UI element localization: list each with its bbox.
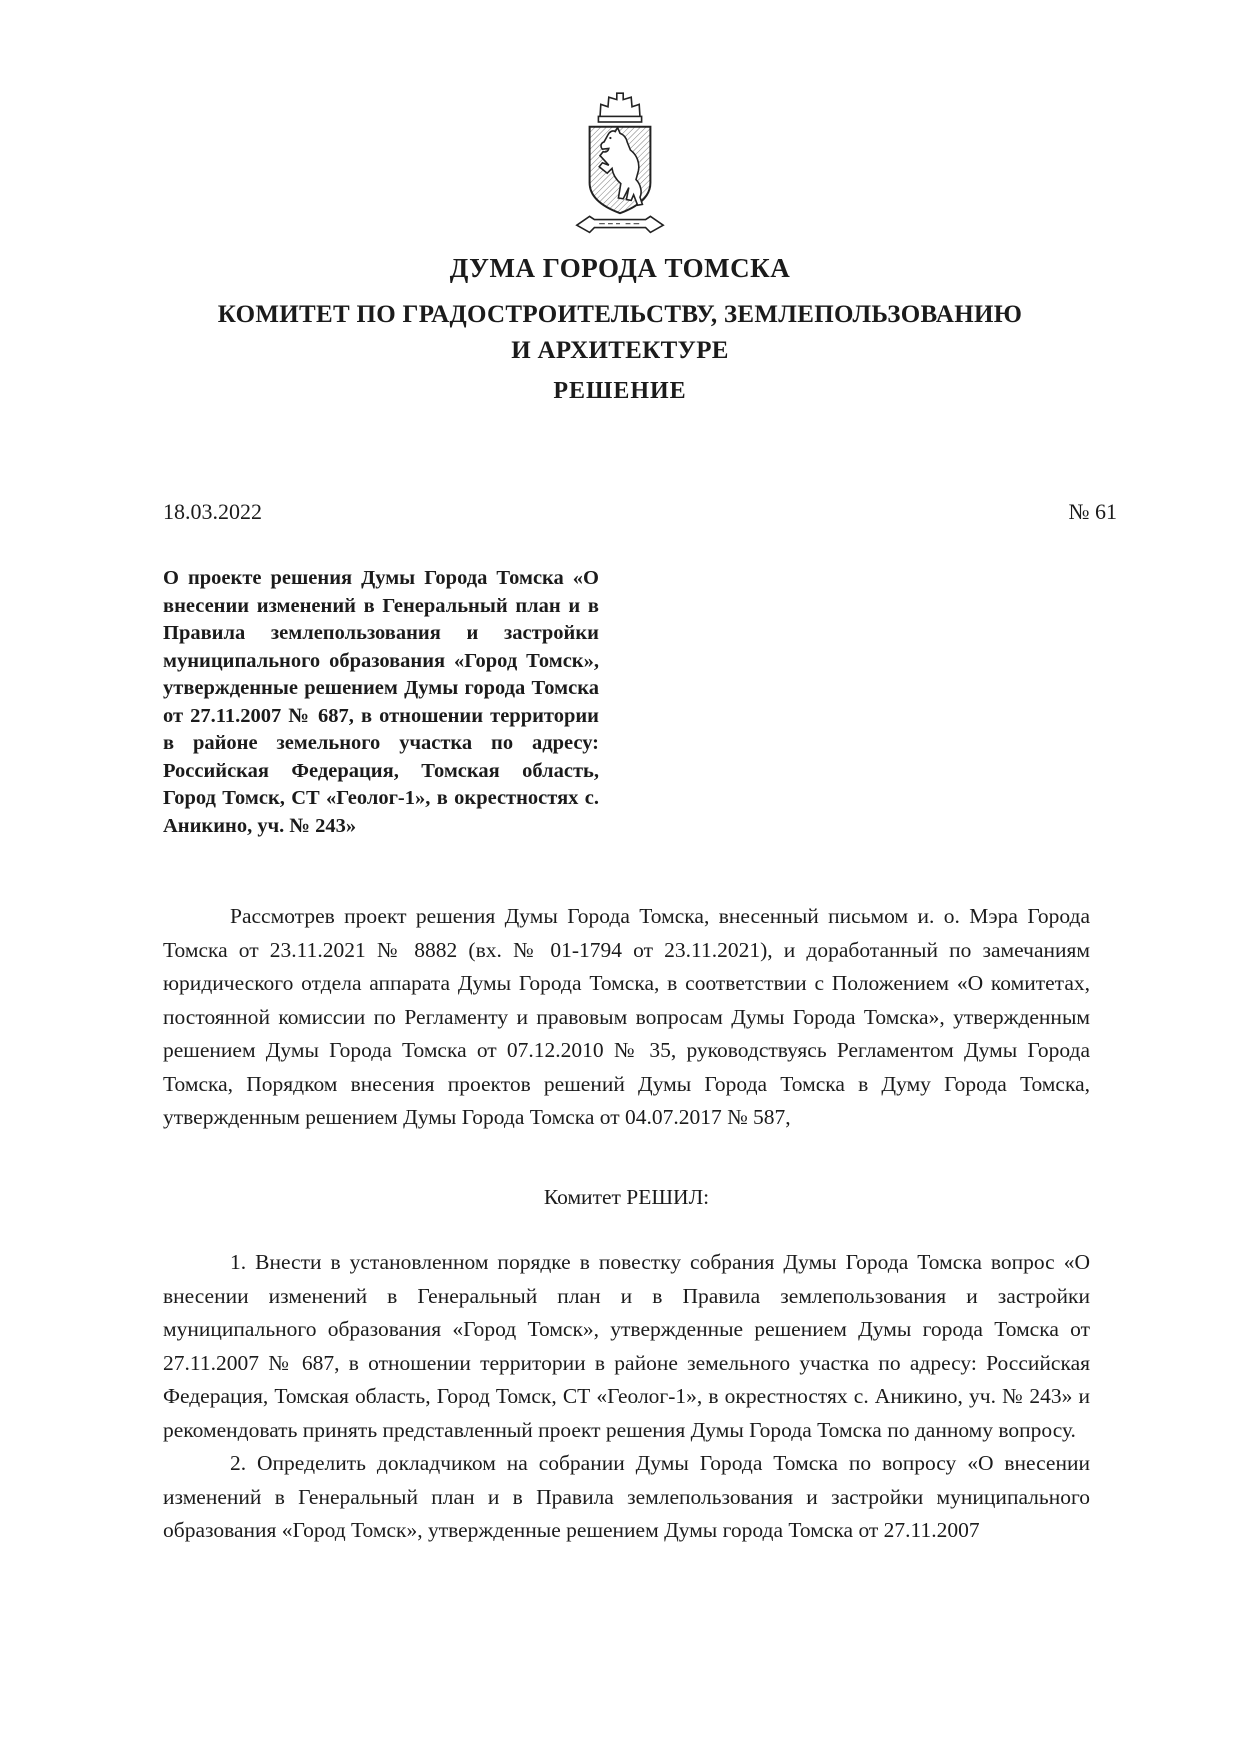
committee-name-line2: И АРХИТЕКТУРЕ	[511, 337, 729, 364]
resolution-item-2: 2. Определить докладчиком на собрании Думы Города Томска по вопросу «О внесении изменений в Генеральный план и в Правила землепользования и застройки муниципального образования «Город Томск», утвержденные решением Думы города Томска от 27.11.2007	[163, 1451, 1090, 1542]
document-date: 18.03.2022	[163, 499, 262, 524]
committee-name-line1: КОМИТЕТ ПО ГРАДОСТРОИТЕЛЬСТВУ, ЗЕМЛЕПОЛЬЗОВАНИЮ	[217, 301, 1023, 328]
meta-row	[163, 499, 1117, 525]
subject-paragraph: О проекте решения Думы Города Томска «О внесении изменений в Генеральный план и в Правила землепользования и застройки муниципального образования «Город Томск», утвержденные решением Думы города Томска от 27.11.2007 № 687, в отношении территории в районе земельного участка по адресу: Российская Федерация, Томская область, Город Томск, СТ «Геолог-1», в окрестностях с. Аникино, уч. № 243»	[163, 567, 599, 837]
preamble-paragraph: Рассмотрев проект решения Думы Города Томска, внесенный письмом и. о. Мэра Города Томска от 23.11.2021 № 8882 (вх. № 01-1794 от 23.11.2021), и доработанный по замечаниям юридического отдела аппарата Думы Города Томска, в соответствии с Положением «О комитетах, постоянной комиссии по Регламенту и правовым вопросам Думы Города Томска», утвержденным решением Думы Города Томска от 07.12.2010 № 35, руководствуясь Регламентом Думы Города Томска, Порядком внесения проектов решений Думы Города Томска в Думу Города Томска, утвержденным решением Думы Города Томска от 04.07.2017 № 587,	[163, 904, 1090, 1129]
document-body	[163, 900, 1090, 1548]
document-number: № 61	[1068, 499, 1117, 524]
document-header	[0, 0, 1240, 405]
resolution-heading: Комитет РЕШИЛ:	[543, 1184, 710, 1209]
resolution-item-1: 1. Внести в установленном порядке в повестку собрания Думы Города Томска вопрос «О внесении изменений в Генеральный план и в Правила землепользования и застройки муниципального образования «Город Томск», утвержденные решением Думы города Томска от 27.11.2007 № 687, в отношении территории в районе земельного участка по адресу: Российская Федерация, Томская область, Город Томск, СТ «Геолог-1», в окрестностях с. Аникино, уч. № 243» и рекомендовать принять представленный проект решения Думы Города Томска по данному вопросу.	[163, 1250, 1090, 1442]
committee-name	[0, 297, 1240, 369]
coat-of-arms-svg	[564, 90, 676, 250]
tomsk-coat-of-arms-icon	[0, 90, 1240, 250]
document-type-title: РЕШЕНИЕ	[553, 378, 687, 404]
organization-name: ДУМА ГОРОДА ТОМСКА	[449, 253, 791, 283]
